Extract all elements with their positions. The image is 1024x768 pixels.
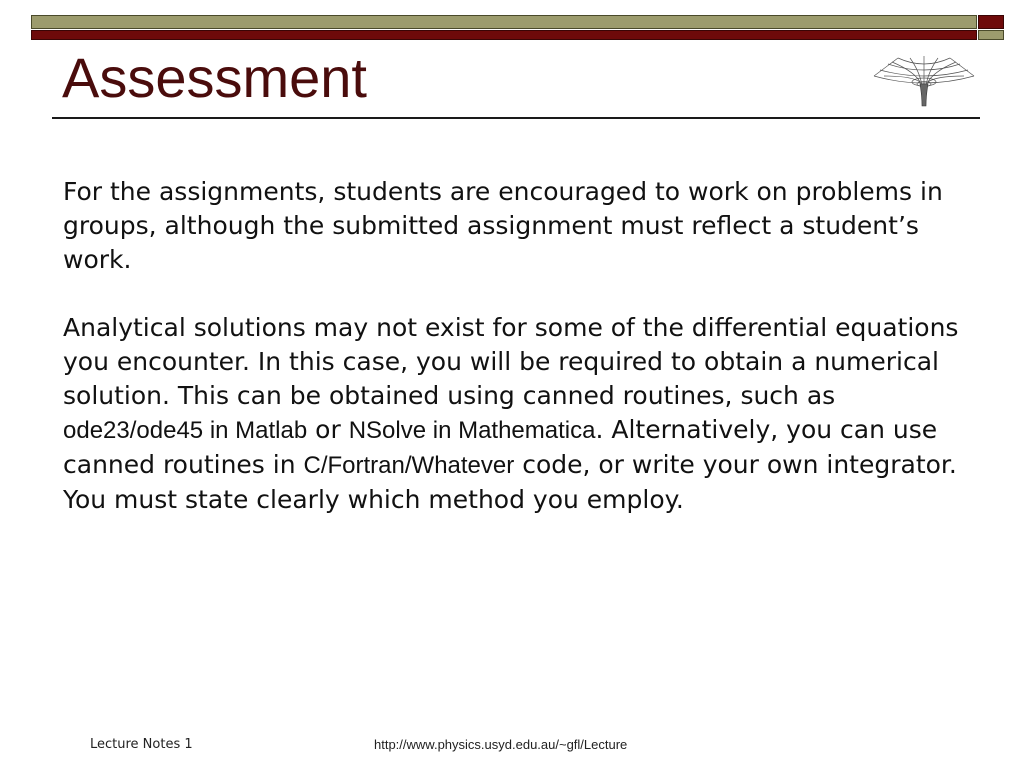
header-band-olive — [31, 15, 977, 29]
matlab-name: Matlab — [235, 417, 308, 444]
slide-title: Assessment — [62, 46, 367, 109]
header-band-red — [31, 30, 977, 40]
corner-block-red — [978, 15, 1004, 29]
title-divider — [52, 117, 980, 119]
paragraph-text: in — [203, 417, 236, 444]
corner-block-olive — [978, 30, 1004, 40]
languages-list: C/Fortran/Whatever — [303, 452, 515, 479]
paragraph-text: Analytical solutions may not exist for some of the differential equations you encounter. In this case, you will be required to obtain a numerical solution. This can be obtained using canned routines, such as — [63, 313, 959, 410]
slide-body — [63, 175, 963, 551]
mathematica-name: Mathematica — [458, 417, 596, 444]
paragraph-text: in — [426, 417, 459, 444]
paragraph-assignments: For the assignments, students are encouraged to work on problems in groups, although the submitted assignment must reflect a student’s work. — [63, 177, 943, 274]
footer-lecture-label: Lecture Notes 1 — [90, 737, 193, 752]
footer-url: http://www.physics.usyd.edu.au/~gfl/Lecture — [374, 737, 628, 752]
paragraph-numerical-solutions — [63, 311, 963, 517]
paragraph-text: . Alternatively, you can use canned routines in — [63, 415, 938, 479]
paragraph-text: code, or write your own integrator. You must state clearly which method you employ. — [63, 450, 957, 514]
paragraph-text: or — [307, 415, 349, 444]
ode-routine-names: ode23/ode45 — [63, 417, 204, 444]
nsolve-name: NSolve — [348, 417, 427, 444]
gravity-well-mesh-icon — [872, 46, 976, 110]
